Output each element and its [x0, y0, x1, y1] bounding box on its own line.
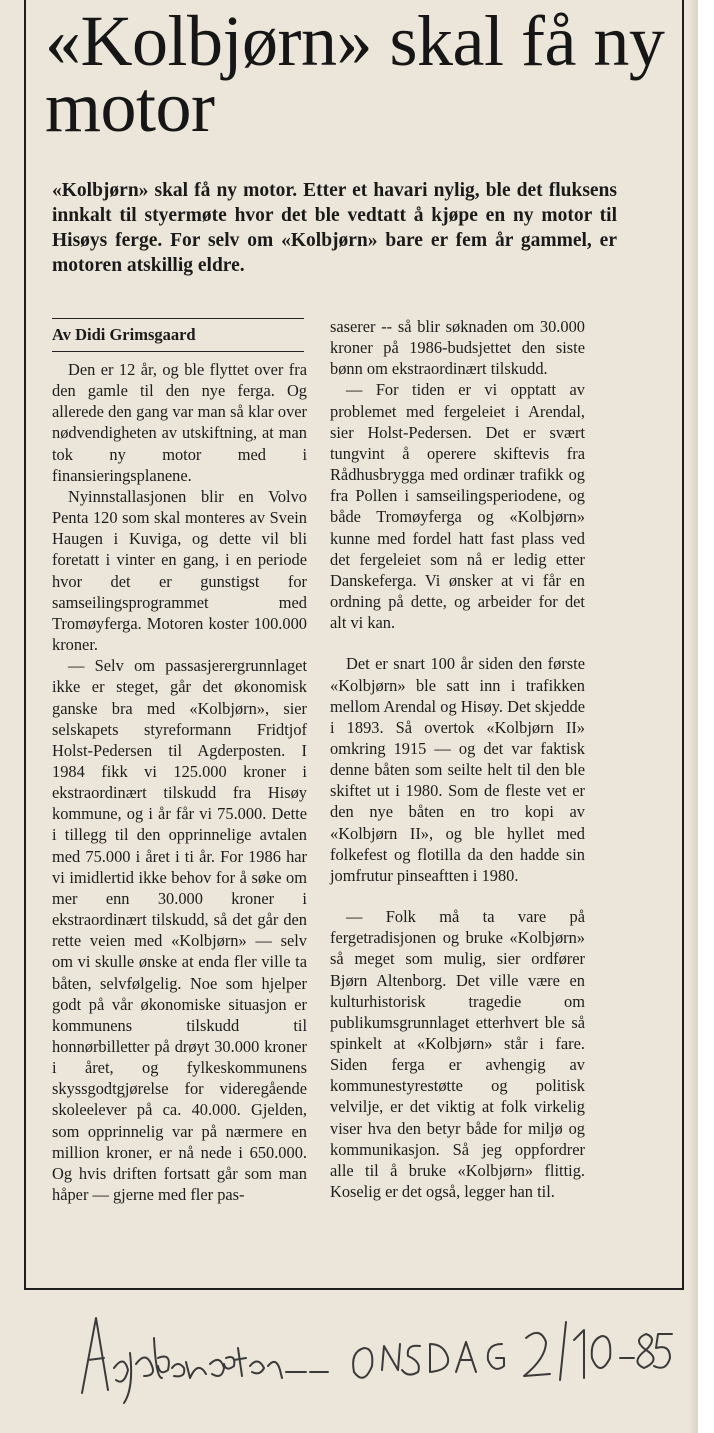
body-paragraph: Den er 12 år, og ble flyttet over fra den gamle til den nye ferga. Og allerede den gang var man så klar over nødvendigheten av utskiftning, at man tok ny motor med i finansieringsplanene. [52, 360, 307, 485]
body-paragraph: Det er snart 100 år siden den første «Kolbjørn» ble satt inn i trafikken mellom Arendal og Hisøy. Det skjedde i 1893. Så overtok «Kolbjørn II» omkring 1915 — og det var faktisk denne båten som seilte helt til den ble skiftet ut i 1980. Som de fleste vet er den nye båten en tro kopi av «Kolbjørn II», og ble hyllet med folkefest og flotilla da den hadde sin jomfrutur pinseaftten i 1980. [330, 654, 585, 885]
body-paragraph: Nyinnstallasjonen blir en Volvo Penta 120 som skal monteres av Svein Haugen i Kuviga, og dette vil bli foretatt i vinter en gang, i en periode hvor det er gunstigst for samseilingsprogrammet med Tromøyferga. Motoren koster 100.000 kroner. [52, 486, 307, 655]
body-paragraph: — Folk må ta vare på fergetradisjonen og bruke «Kolbjørn» så meget som mulig, sier ordfører Bjørn Altenborg. Det ville være en kulturhistorisk tragedie om publikumsgrunnlaget etterhvert ble så spinkelt at «Kolbjørn» står i fare. Siden ferga er avhengig av kommunestyrestøtte og politisk velvilje, er det viktig at folk virkelig viser hva den betyr både for miljø og kommunikasjon. Så jeg oppfordrer alle til å bruke «Kolbjørn» flittig. Koselig er det også, legger han til. [330, 907, 585, 1202]
article-column-right [330, 316, 585, 1202]
handwriting-text [74, 1416, 674, 1417]
handwritten-annotation [74, 1298, 674, 1418]
headline: «Kolbjørn» skal få ny motor [45, 1, 665, 147]
article-column-left [52, 359, 307, 1205]
body-paragraph: saserer -- så blir søknaden om 30.000 kroner på 1986-budsjettet den siste bønn om ekstraordinært tilskudd. [330, 317, 585, 379]
body-paragraph: — Selv om passasjerergrunnlaget ikke er steget, går det økonomisk ganske bra med «Kolbjørn», sier selskapets styreformann Fridtjof Holst-Pedersen til Agderposten. I 1984 fikk vi 125.000 kroner i ekstraordinært tilskudd fra Hisøy kommune, og i år får vi 75.000. Dette i tillegg til den opprinnelige avtalen med 75.000 i året i ti år. For 1986 har vi imidlertid ikke behov for å søke om mer enn 30.000 kroner i ekstraordinært tilskudd, så det går den rette veien med «Kolbjørn» — selv om vi skulle ønske at enda fler ville ta båten, selvfølgelig. Noe som hjelper godt på vår økonomiske situasjon er kommunens tilskudd til honnørbilletter på drøyt 30.000 kroner i året, og fylkeskommunens skyssgodtgjørelse for videregående skoleelever på ca. 40.000. Gjelden, som opprinnelig var på nærmere en million kroner, er nå nede i 650.000. Og hvis driften fortsatt går som man håper — gjerne med fler pas- [52, 656, 307, 1205]
handwriting-scribble [74, 1298, 674, 1418]
byline: Av Didi Grimsgaard [52, 318, 304, 352]
lead-paragraph: «Kolbjørn» skal få ny motor. Etter et havari nylig, ble det fluksens innkalt til styermøte hvor det ble vedtatt å kjøpe en ny motor til Hisøys ferge. For selv om «Kolbjørn» bare er fem år gammel, er motoren atskillig eldre. [52, 180, 617, 276]
body-paragraph: — For tiden er vi opptatt av problemet med fergeleiet i Arendal, sier Holst-Pedersen. Det er svært tungvint å operere skiftevis fra Rådhusbrygga med ordinær trafikk og fra Pollen i samseilingsperiodene, og både Tromøyferga og «Kolbjørn» kunne med fordel hatt fast plass ved det fergeleiet som nå er ledig etter Danskeferga. Vi ønsker at vi får en ordning på dette, og arbeider for det alt vi kan. [330, 380, 585, 633]
